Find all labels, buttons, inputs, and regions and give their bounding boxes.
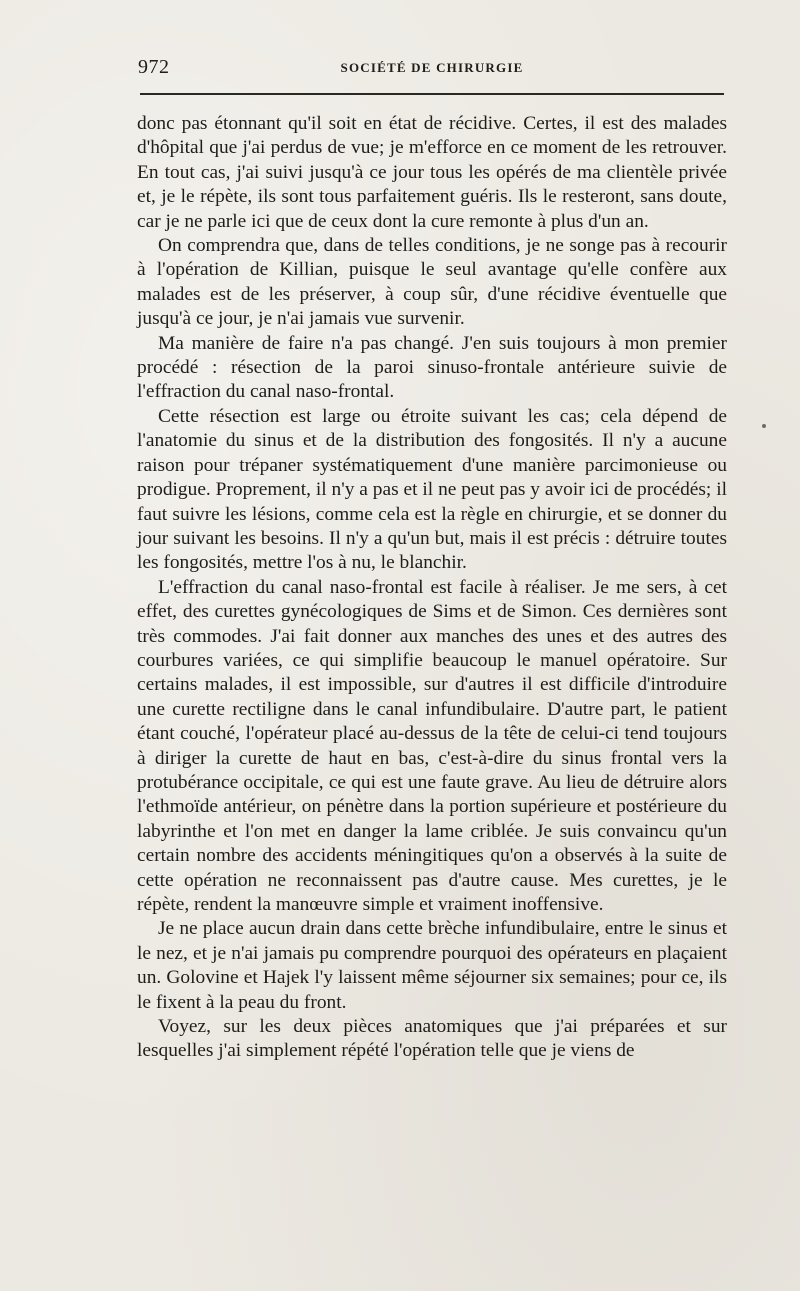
paragraph-2: On comprendra que, dans de telles conditions, je ne songe pas à recourir à l'opération de Killian, puisque le seul avantage qu'elle confère aux malades est de les préserver, à coup sûr, d'une récidive éventuelle que jusqu'à ce jour, je n'ai jamais vue survenir. [137, 235, 727, 330]
page-number: 972 [138, 56, 170, 78]
running-head: SOCIÉTÉ DE CHIRURGIE [340, 60, 524, 75]
page-header [138, 56, 726, 84]
paragraph-1: donc pas étonnant qu'il soit en état de récidive. Certes, il est des malades d'hôpital que j'ai perdus de vue; je m'efforce en ce moment de les retrouver. En tout cas, j'ai suivi jusqu'à ce jour tous les opérés de ma clientèle privée et, je le répète, ils sont tous parfaitement guéris. Ils le resteront, sans doute, car je ne parle ici que de ceux dont la cure remonte à plus d'un an. [137, 113, 727, 232]
paragraph-3: Ma manière de faire n'a pas changé. J'en suis toujours à mon premier procédé : résection de la paroi sinuso-frontale antérieure suivie de l'effraction du canal naso-frontal. [137, 332, 727, 403]
paragraph-5: L'effraction du canal naso-frontal est facile à réaliser. Je me sers, à cet effet, des curettes gynécologiques de Sims et de Simon. Ces dernières sont très commodes. J'ai fait donner aux manches des unes et des autres des courbures variées, ce qui simplifie beaucoup le manuel opératoire. Sur certains malades, il est impossible, sur d'autres il est difficile d'introduire une curette rectiligne dans le canal infundibulaire. D'autre part, le patient étant couché, l'opérateur placé au-dessus de la tête de celui-ci tend toujours à diriger la curette de haut en bas, c'est-à-dire du sinus frontal vers la protubérance occipitale, ce qui est une faute grave. Au lieu de détruire alors l'ethmoïde antérieur, on pénètre dans la portion supérieure et postérieure du labyrinthe et l'on met en danger la lame criblée. Je suis convaincu qu'un certain nombre des accidents méningitiques qu'on a observés à la suite de cette opération ne reconnaissent pas d'autre cause. Mes curettes, je le répète, rendent la manœuvre simple et vraiment inoffensive. [137, 576, 727, 915]
paper-speck [762, 424, 766, 428]
header-rule [140, 93, 724, 95]
paragraph-6: Je ne place aucun drain dans cette brèche infundibulaire, entre le sinus et le nez, et je n'ai jamais pu comprendre pourquoi des opérateurs en plaçaient un. Golovine et Hajek l'y laissent même séjourner six semaines; pour ce, ils le fixent à la peau du front. [137, 918, 727, 1013]
paragraph-7: Voyez, sur les deux pièces anatomiques que j'ai préparées et sur lesquelles j'ai simplement répété l'opération telle que je viens de [137, 1016, 727, 1062]
body-text [137, 112, 727, 1064]
paragraph-4: Cette résection est large ou étroite suivant les cas; cela dépend de l'anatomie du sinus et de la distribution des fongosités. Il n'y a aucune raison pour trépaner systématiquement d'une manière parcimonieuse ou prodigue. Proprement, il n'y a pas et il ne peut pas y avoir ici de procédés; il faut suivre les lésions, comme cela est la règle en chirurgie, et se donner du jour suivant les besoins. Il n'y a qu'un but, mais il est précis : détruire toutes les fongosités, mettre l'os à nu, le blanchir. [137, 405, 727, 574]
